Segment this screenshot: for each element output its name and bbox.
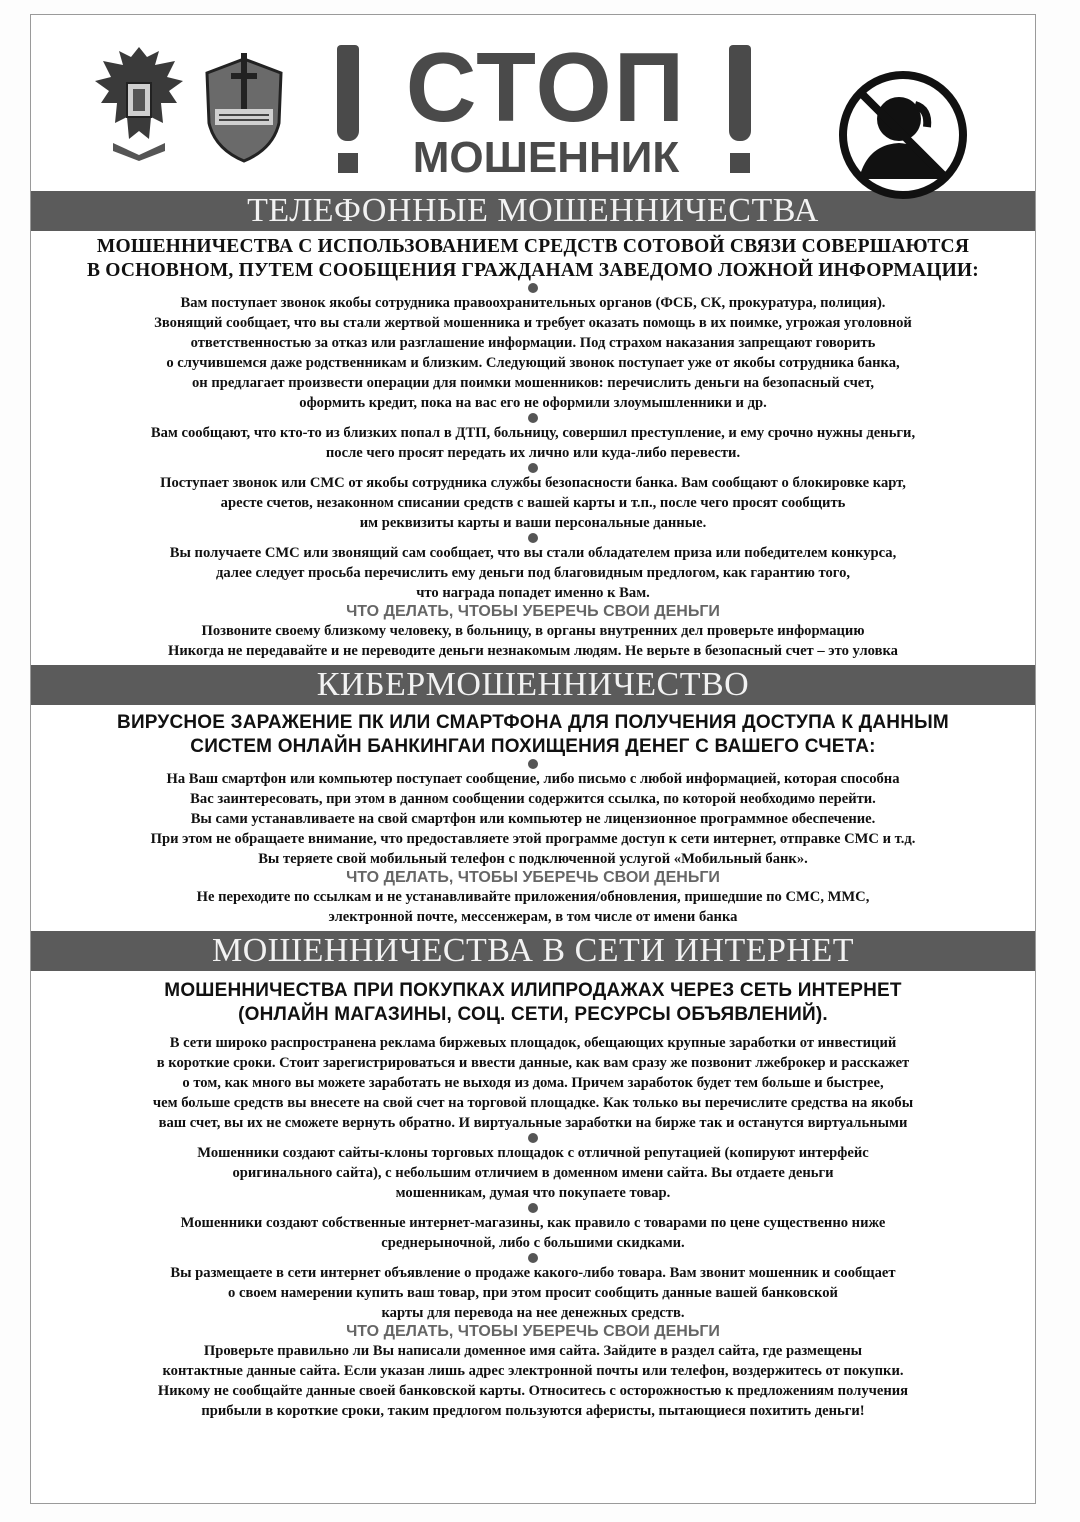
text-line: Вам поступает звонок якобы сотрудника правоохранительных органов (ФСБ, СК, прокуратура, полиция). xyxy=(180,295,886,311)
what-to-do-heading: ЧТО ДЕЛАТЬ, ЧТОБЫ УБЕРЕЧЬ СВОИ ДЕНЬГИ xyxy=(346,869,720,886)
text-line: о своем намерении купить ваш товар, при этом просит сообщить данные вашей банковской xyxy=(228,1285,838,1301)
text-line: Вы получаете СМС или звонящий сам сообщает, что вы стали обладателем приза или победителем конкурса, xyxy=(169,545,897,561)
cyber-fraud-subhead-line: ВИРУСНОЕ ЗАРАЖЕНИЕ ПК ИЛИ СМАРТФОНА ДЛЯ ПОЛУЧЕНИЯ ДОСТУПА К ДАННЫМ xyxy=(117,712,949,733)
phone-fraud-subhead-line: В ОСНОВНОМ, ПУТЕМ СООБЩЕНИЯ ГРАЖДАНАМ ЗАВЕДОМО ЛОЖНОЙ ИНФОРМАЦИИ: xyxy=(86,260,979,281)
text-line: Мошенники создают собственные интернет-магазины, как правило с товарами по цене существенно ниже xyxy=(180,1215,886,1231)
section-cyber-fraud-title: КИБЕРМОШЕННИЧЕСТВО xyxy=(31,665,1035,705)
bullet-icon xyxy=(528,413,538,423)
text-line: мошенникам, думая что покупаете товар. xyxy=(395,1185,671,1201)
text-line: оформить кредит, пока на вас его не оформили злоумышленники и др. xyxy=(299,395,767,411)
text-line: Не переходите по ссылкам и не устанавливайте приложения/обновления, пришедшие по СМС, ММС, xyxy=(196,889,870,905)
internet-fraud-advice xyxy=(39,1341,1027,1421)
phone-fraud-paragraph-2 xyxy=(39,423,1027,463)
bullet-icon xyxy=(528,1133,538,1143)
text-line: Вы сами устанавливаете на свой смартфон или компьютер не лицензионное программное обеспечение. xyxy=(190,811,876,827)
stop-title: СТОП xyxy=(405,32,687,142)
text-line: Никому не сообщайте данные своей банковской карты. Относитесь с осторожностью к предложениям получения xyxy=(157,1383,909,1399)
text-line: При этом не обращаете внимание, что предоставляете этой программе доступ к сети интернет, отправке СМС и т.д. xyxy=(150,831,916,847)
text-line: в короткие сроки. Стоит зарегистрироваться и ввести данные, как вам сразу же позвонит лжеброкер и расскажет xyxy=(156,1055,910,1071)
internet-fraud-subhead-line: МОШЕННИЧЕСТВА ПРИ ПОКУПКАХ ИЛИПРОДАЖАХ ЧЕРЕЗ СЕТЬ ИНТЕРНЕТ xyxy=(164,980,902,1001)
text-line: карты для перевода на нее денежных средств. xyxy=(381,1305,685,1321)
text-line: Вы теряете свой мобильный телефон с подключенной услугой «Мобильный банк». xyxy=(258,851,808,867)
text-line: контактные данные сайта. Если указан лишь адрес электронной почты или телефон, воздержитесь от покупки. xyxy=(162,1363,904,1379)
text-line: о том, как много вы можете заработать не выходя из дома. Причем заработок будет тем больше и быстрее, xyxy=(182,1075,884,1091)
phone-fraud-paragraph-4 xyxy=(39,543,1027,603)
internet-fraud-paragraph-1 xyxy=(39,1033,1027,1133)
phone-fraud-paragraph-1 xyxy=(39,293,1027,413)
internet-fraud-paragraph-2 xyxy=(39,1143,1027,1203)
bullet-icon xyxy=(528,1203,538,1213)
phone-fraud-advice xyxy=(39,621,1027,661)
text-line: Позвоните своему близкому человеку, в больницу, в органы внутренних дел проверьте информацию xyxy=(201,623,865,639)
text-line: электронной почте, мессенжерам, в том числе от имени банка xyxy=(328,909,738,925)
text-line: Поступает звонок или СМС от якобы сотрудника службы безопасности банка. Вам сообщают о блокировке карт, xyxy=(160,475,906,491)
fraudster-title: МОШЕННИК xyxy=(412,133,680,182)
investigative-committee-shield-icon xyxy=(199,53,289,165)
text-line: На Ваш смартфон или компьютер поступает сообщение, либо письмо с любой информацией, которая способна xyxy=(166,771,900,787)
text-line: Вас заинтересовать, при этом в данном сообщении содержится ссылка, по которой необходимо перейти. xyxy=(190,791,876,807)
what-to-do-heading: ЧТО ДЕЛАТЬ, ЧТОБЫ УБЕРЕЧЬ СВОИ ДЕНЬГИ xyxy=(346,1323,720,1340)
text-line: Проверьте правильно ли Вы написали доменное имя сайта. Зайдите в раздел сайта, где размещены xyxy=(203,1343,863,1359)
exclamation-left-icon xyxy=(329,45,369,175)
text-line: ответственностью за отказ или разглашение информации. Под страхом наказания запрещают говорить xyxy=(190,335,876,351)
text-line: после чего просят передать их лично или куда-либо перевести. xyxy=(325,445,741,461)
bullet-icon xyxy=(528,1253,538,1263)
bullet-icon xyxy=(528,283,538,293)
text-line: он предлагает произвести операции для поимки мошенников: перечислить деньги на безопасный счет, xyxy=(192,375,874,391)
cyber-fraud-paragraph-1 xyxy=(39,769,1027,869)
what-to-do-heading: ЧТО ДЕЛАТЬ, ЧТОБЫ УБЕРЕЧЬ СВОИ ДЕНЬГИ xyxy=(346,603,720,620)
cyber-fraud-subhead-line: СИСТЕМ ОНЛАЙН БАНКИНГАИ ПОХИЩЕНИЯ ДЕНЕГ С ВАШЕГО СЧЕТА: xyxy=(190,736,876,757)
text-line: что награда попадет именно к Вам. xyxy=(416,585,650,601)
text-line: аресте счетов, незаконном списании средств с вашей карты и т.п., после чего просят сообщить xyxy=(220,495,846,511)
text-line: прибыли в короткие сроки, таким предлогом пользуются аферисты, пытающиеся похитить деньги! xyxy=(201,1403,865,1419)
bullet-icon xyxy=(528,533,538,543)
text-line: Никогда не передавайте и не переводите деньги незнакомым людям. Не верьте в безопасный счет – это уловка xyxy=(168,643,898,659)
text-line: Мошенники создают сайты-клоны торговых площадок с отличной репутацией (копируют интерфейс xyxy=(197,1145,869,1161)
poster-header xyxy=(31,15,1035,191)
bullet-icon xyxy=(528,759,538,769)
cyber-fraud-advice xyxy=(39,887,1027,927)
text-line: о случившемся даже родственникам и близким. Следующий звонок поступает уже от якобы сотрудника банка, xyxy=(166,355,900,371)
text-line: оригинального сайта), с небольшим отличием в доменном имени сайта. Вы отдаете деньги xyxy=(232,1165,834,1181)
exclamation-right-icon xyxy=(721,45,761,175)
text-line: далее следует просьба перечислить ему деньги под благовидным предлогом, как гарантию того, xyxy=(215,565,851,581)
text-line: Звонящий сообщает, что вы стали жертвой мошенника и требует оказать помощь в их поимке, угрожая уголовной xyxy=(154,315,912,331)
internet-fraud-paragraph-4 xyxy=(39,1263,1027,1323)
internet-fraud-paragraph-3 xyxy=(39,1213,1027,1253)
bullet-icon xyxy=(528,463,538,473)
section-phone-fraud-title: ТЕЛЕФОННЫЕ МОШЕННИЧЕСТВА xyxy=(31,191,1035,231)
phone-fraud-paragraph-3 xyxy=(39,473,1027,533)
text-line: В сети широко распространена реклама биржевых площадок, обещающих крупные заработки от инвестиций xyxy=(169,1035,897,1051)
section-internet-fraud-title: МОШЕННИЧЕСТВА В СЕТИ ИНТЕРНЕТ xyxy=(31,931,1035,971)
phone-fraud-subhead-line: МОШЕННИЧЕСТВА С ИСПОЛЬЗОВАНИЕМ СРЕДСТВ СОТОВОЙ СВЯЗИ СОВЕРШАЮТСЯ xyxy=(96,236,970,257)
no-phone-caller-icon xyxy=(837,69,969,201)
text-line: им реквизиты карты и ваши персональные данные. xyxy=(359,515,707,531)
text-line: Вы размещаете в сети интернет объявление о продаже какого-либо товара. Вам звонит мошенник и сообщает xyxy=(170,1265,896,1281)
poster xyxy=(30,14,1036,1504)
text-line: Вам сообщают, что кто-то из близких попал в ДТП, больницу, совершил преступление, и ему срочно нужны деньги, xyxy=(150,425,916,441)
text-line: ваш счет, вы их не сможете вернуть обратно. И виртуальные заработки на бирже так и останутся виртуальными xyxy=(158,1115,908,1131)
police-eagle-emblem-icon xyxy=(93,43,185,163)
text-line: среднерыночной, либо с большими скидками. xyxy=(381,1235,685,1251)
text-line: чем больше средств вы внесете на свой счет на торговой площадке. Как только вы перечислите средства на якобы xyxy=(152,1095,914,1111)
internet-fraud-subhead-line: (ОНЛАЙН МАГАЗИНЫ, СОЦ. СЕТИ, РЕСУРСЫ ОБЪЯВЛЕНИЙ). xyxy=(238,1004,828,1025)
